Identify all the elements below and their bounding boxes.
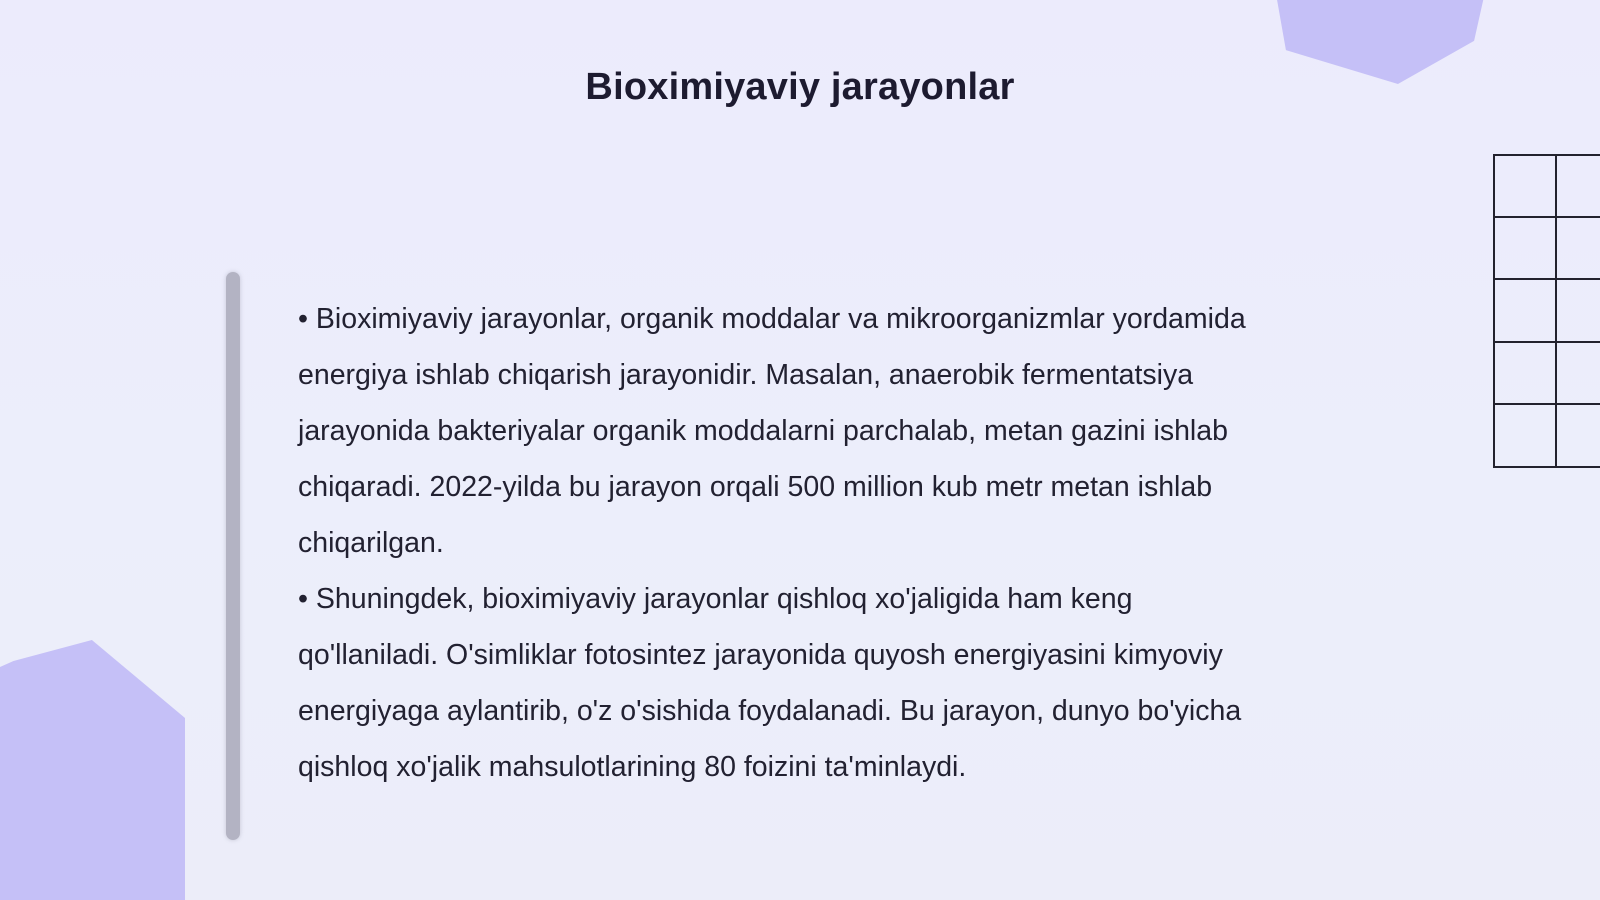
slide-body bbox=[298, 291, 1278, 795]
accent-bar bbox=[226, 272, 240, 840]
slide-title: Bioximiyaviy jarayonlar bbox=[585, 66, 1015, 108]
decorative-hexagon-bottom bbox=[0, 640, 185, 900]
bullet-paragraph-2: • Shuningdek, bioximiyaviy jarayonlar qishloq xo'jaligida ham keng qo'llaniladi. O'simliklar fotosintez jarayonida quyosh energiyasini kimyoviy energiyaga aylantirib, o'z o'sishida foydalanadi. Bu jarayon, dunyo bo'yicha qishloq xo'jalik mahsulotlarining 80 foizini ta'minlaydi. bbox=[298, 583, 1242, 783]
bullet-paragraph-1: • Bioximiyaviy jarayonlar, organik moddalar va mikroorganizmlar yordamida energiya ishlab chiqarish jarayonidir. Masalan, anaerobik fermentatsiya jarayonida bakteriyalar organik moddalarni parchalab, metan gazini ishlab chiqaradi. 2022-yilda bu jarayon orqali 500 million kub metr metan ishlab chiqarilgan. bbox=[298, 303, 1246, 559]
decorative-grid bbox=[1493, 154, 1600, 468]
